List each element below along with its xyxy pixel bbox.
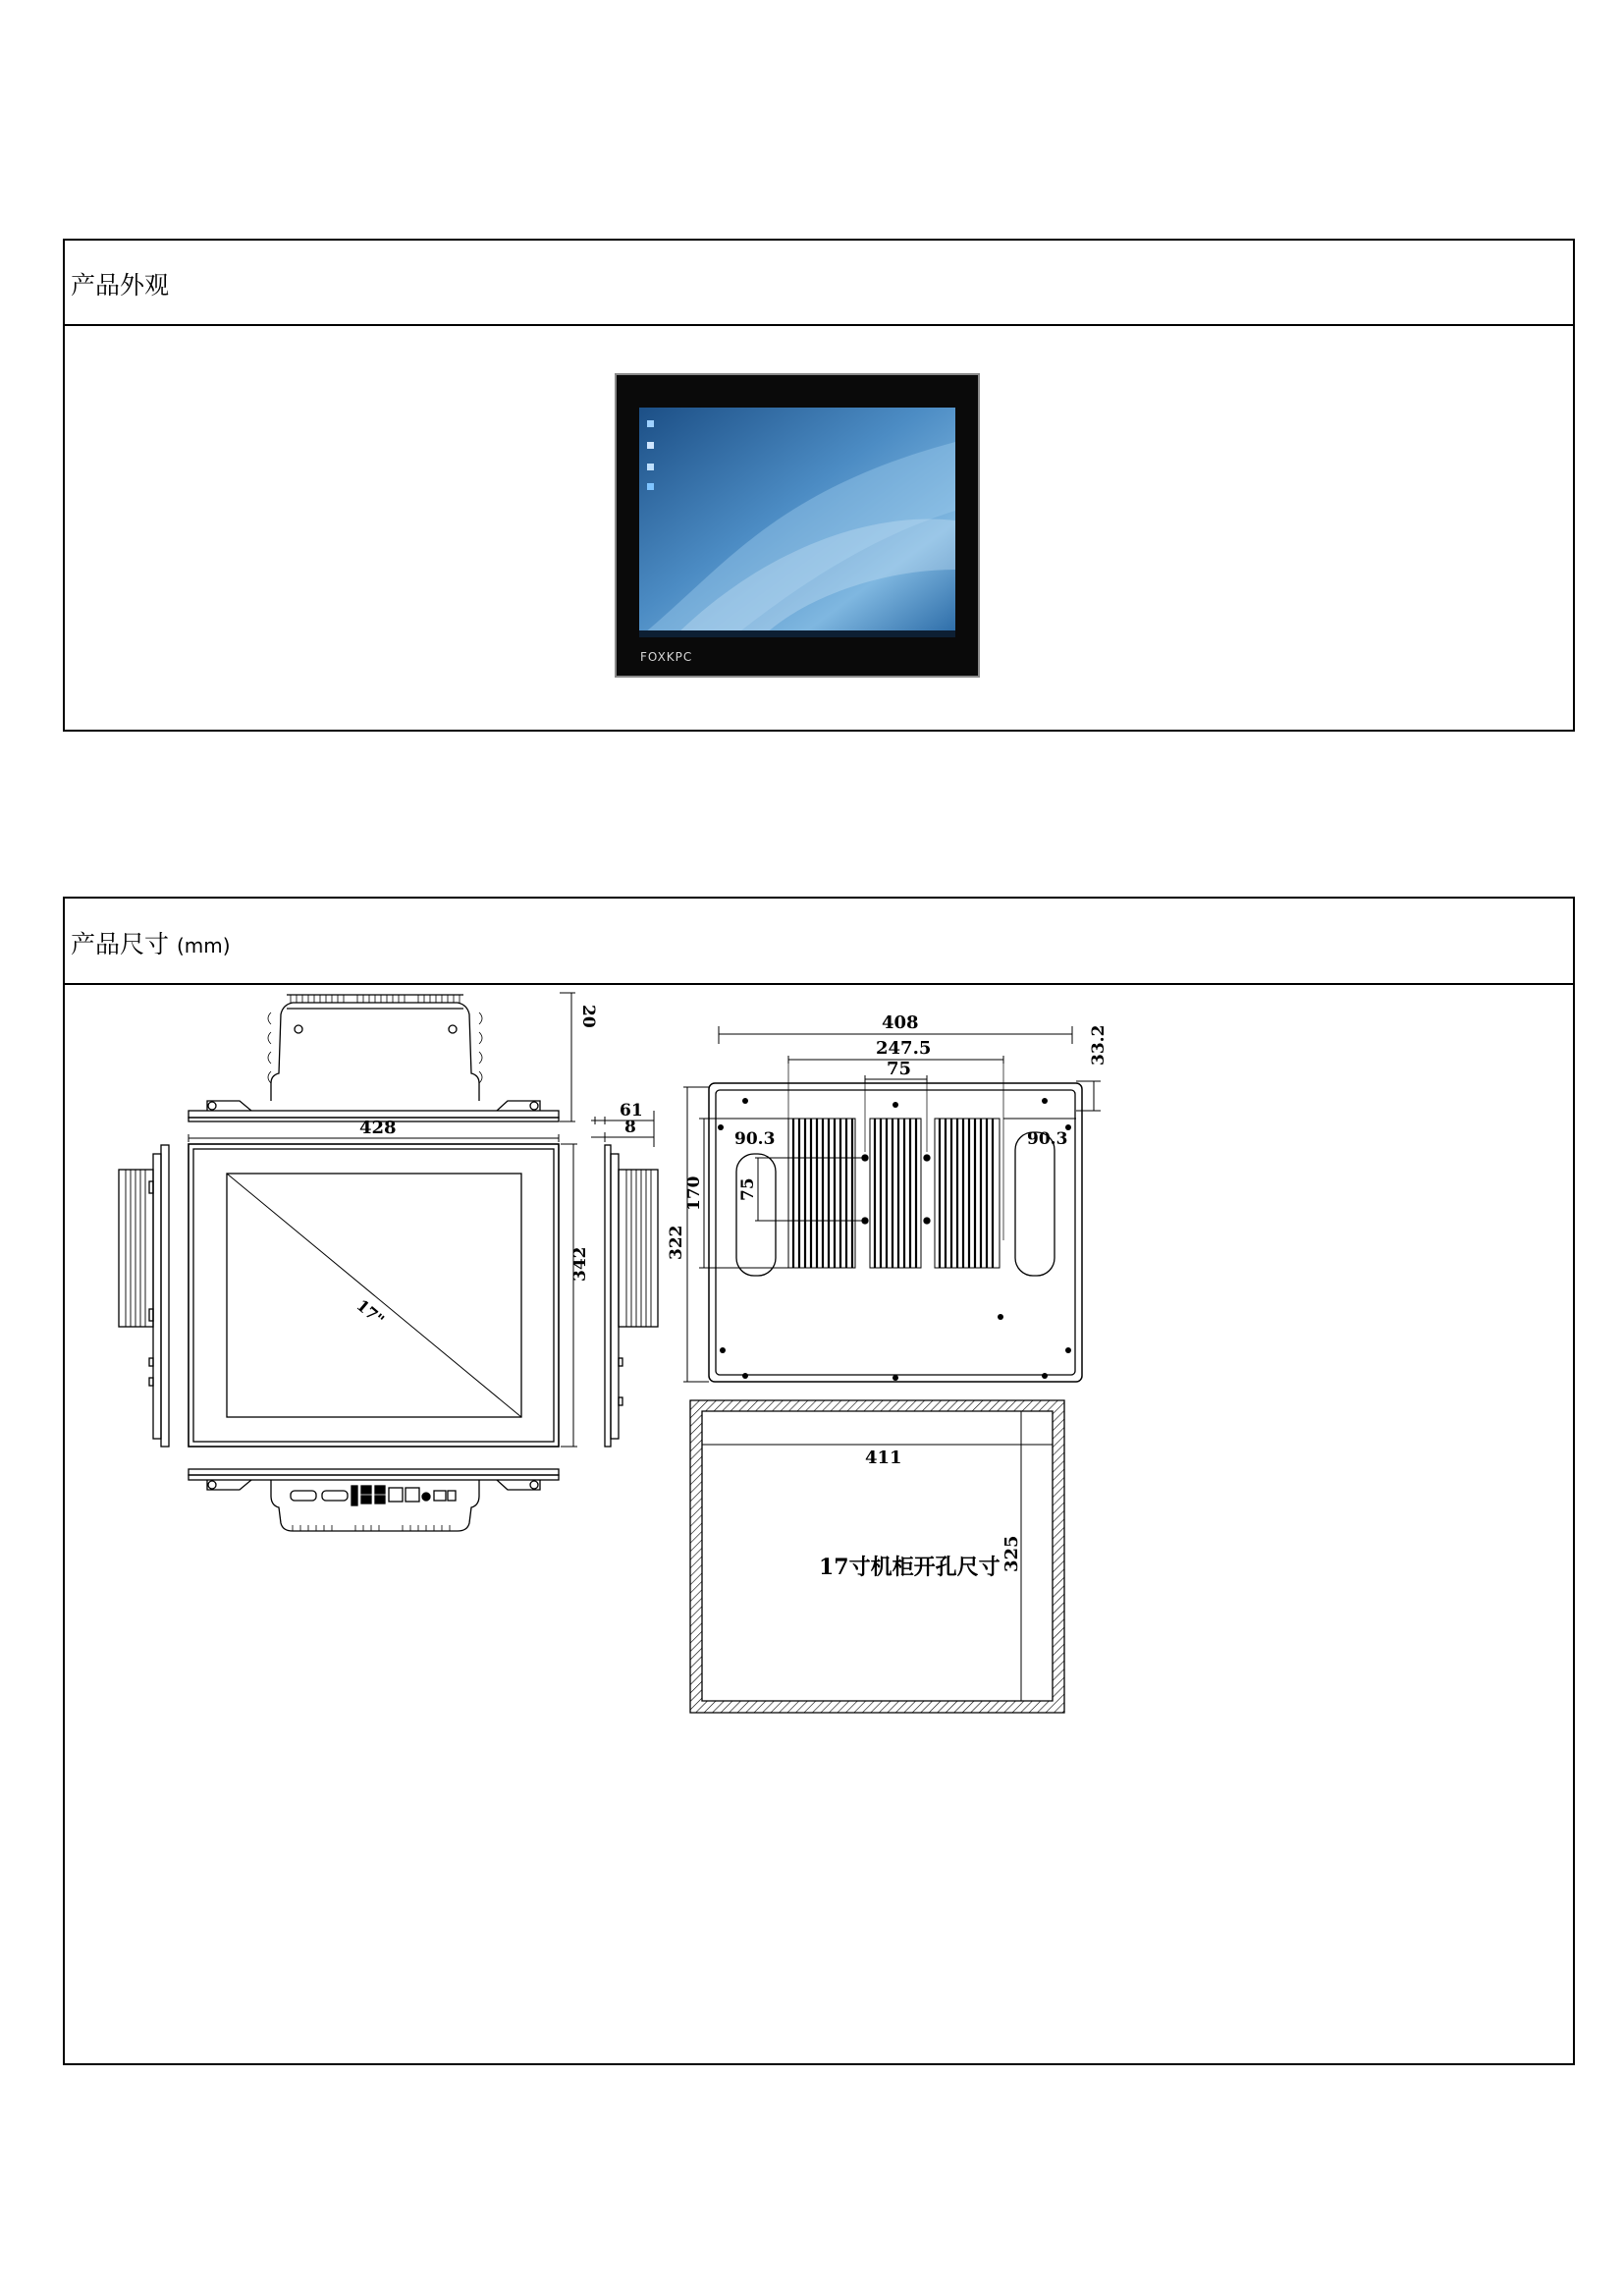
left-side-view xyxy=(119,1145,169,1447)
dim-rear-hole-span: 247.5 xyxy=(876,1038,932,1059)
product-photo xyxy=(615,373,980,678)
desktop-icon xyxy=(647,464,654,470)
dim-rear-vertical-span: 170 xyxy=(684,1175,704,1211)
dim-cutout-width: 411 xyxy=(865,1448,902,1468)
dim-front-height: 342 xyxy=(570,1246,590,1282)
dim-rear-hole-gap: 75 xyxy=(887,1059,912,1079)
dimensions-header xyxy=(65,899,1573,985)
dimensions-title-text: 产品尺寸 xyxy=(71,930,170,958)
dimensions-unit: (mm) xyxy=(176,934,231,957)
dim-front-width: 428 xyxy=(359,1118,397,1138)
dim-rear-offset-top: 33.2 xyxy=(1089,1024,1109,1066)
rear-view xyxy=(667,1012,1109,1382)
appearance-title: 产品外观 xyxy=(71,271,170,300)
dim-cutout-height: 325 xyxy=(1001,1535,1022,1572)
dim-rear-height: 322 xyxy=(667,1225,686,1260)
dim-rear-vertical-gap: 75 xyxy=(738,1177,758,1201)
dim-rear-width: 408 xyxy=(882,1012,919,1033)
desktop-icon xyxy=(647,442,654,449)
technical-drawing xyxy=(65,985,1573,2065)
appearance-header xyxy=(65,241,1573,326)
right-side-view xyxy=(591,1101,658,1447)
dim-rear-margin-left: 90.3 xyxy=(734,1129,776,1149)
cutout-label: 17寸机柜开孔尺寸 xyxy=(819,1555,1001,1580)
dim-side-depth-total: 61 xyxy=(620,1101,643,1121)
dimensions-section xyxy=(63,897,1575,2065)
dim-front-diagonal: 17" xyxy=(352,1295,389,1330)
dim-front-depth-top: 20 xyxy=(578,1005,598,1028)
cutout-view xyxy=(690,1400,1064,1713)
top-view xyxy=(189,993,598,1121)
photo-brand: FOXKPC xyxy=(640,650,693,664)
desktop-icon xyxy=(647,420,654,427)
dimensions-title xyxy=(71,925,231,960)
monitor-illustration xyxy=(615,373,980,678)
bottom-view xyxy=(189,1469,559,1531)
appearance-section xyxy=(63,239,1575,732)
front-view xyxy=(189,1118,590,1447)
dim-rear-margin-right: 90.3 xyxy=(1027,1129,1068,1149)
desktop-icon xyxy=(647,483,654,490)
dim-side-depth-front: 8 xyxy=(624,1118,636,1137)
